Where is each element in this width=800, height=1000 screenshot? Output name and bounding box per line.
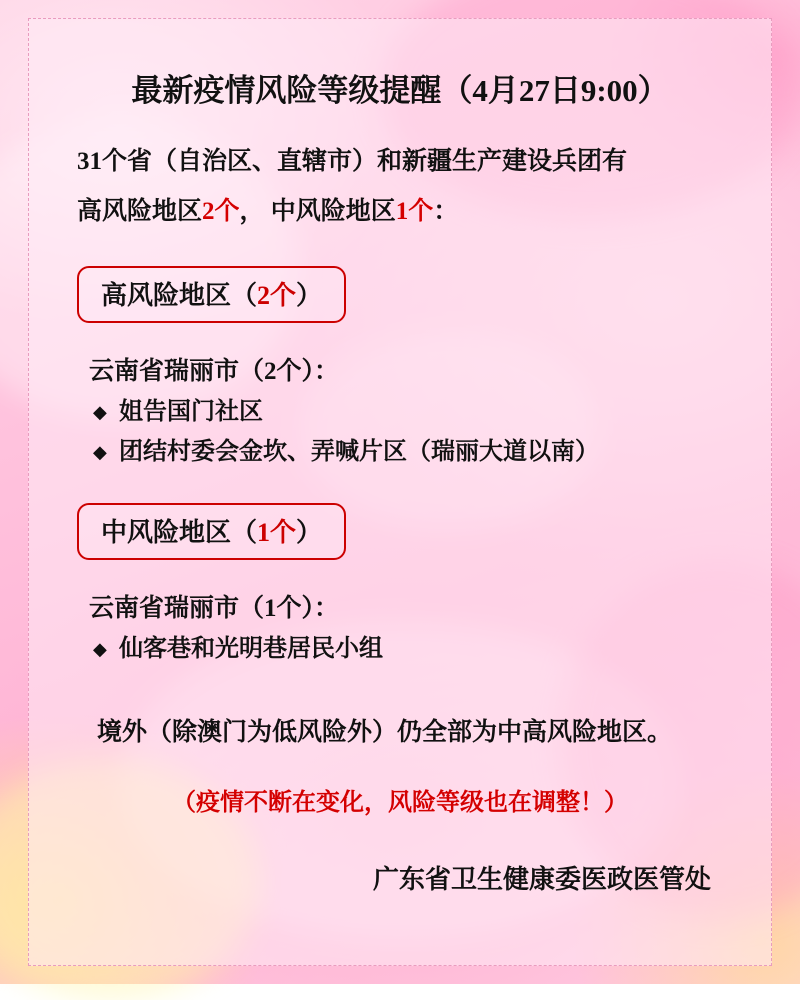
lead-line-1 [77,140,737,184]
overseas-note: 境外（除澳门为低风险外）仍全部为中高风险地区。 [97,719,673,746]
lead-high-count: 2个 [202,198,240,225]
high-risk-city-subhead: 云南省瑞丽市（2个）： [89,358,340,385]
high-risk-section-header [77,266,346,323]
mid-risk-city-subhead: 云南省瑞丽市（1个）： [89,595,340,622]
poster-frame [28,18,772,966]
list-item-label: 团结村委会金坎、弄喊片区（瑞丽大道以南） [119,439,599,465]
lead-high-label: 高风险地区 [77,198,203,225]
list-item [93,634,737,664]
mid-risk-label-pre: 中风险地区（ [101,518,258,547]
lead-mid-label: ， 中风险地区 [239,198,396,225]
diamond-bullet-icon: ◆ [93,639,107,659]
list-item-label: 仙客巷和光明巷居民小组 [119,636,383,662]
high-risk-label-pre: 高风险地区（ [101,281,258,310]
page-title: 最新疫情风险等级提醒（4月27日9:00） [131,73,669,108]
mid-risk-label-post: ） [296,518,323,547]
mid-risk-count: 1个 [257,518,297,547]
list-item-label: 姐告国门社区 [119,399,263,425]
lead-mid-count: 1个 [395,198,434,225]
list-item [93,397,737,427]
mid-risk-section-header [77,503,346,560]
diamond-bullet-icon: ◆ [93,402,107,422]
lead-colon: ： [433,198,459,225]
signature-text: 广东省卫生健康委医政医管处 [372,865,711,894]
list-item [93,437,737,467]
high-risk-count: 2个 [257,281,297,310]
diamond-bullet-icon: ◆ [93,442,107,462]
lead-line-2 [77,190,737,234]
warning-text: （疫情不断在变化，风险等级也在调整！） [172,790,628,816]
high-risk-label-post: ） [296,281,323,310]
lead-text-1: 31个省（自治区、直辖市）和新疆生产建设兵团有 [77,148,628,175]
